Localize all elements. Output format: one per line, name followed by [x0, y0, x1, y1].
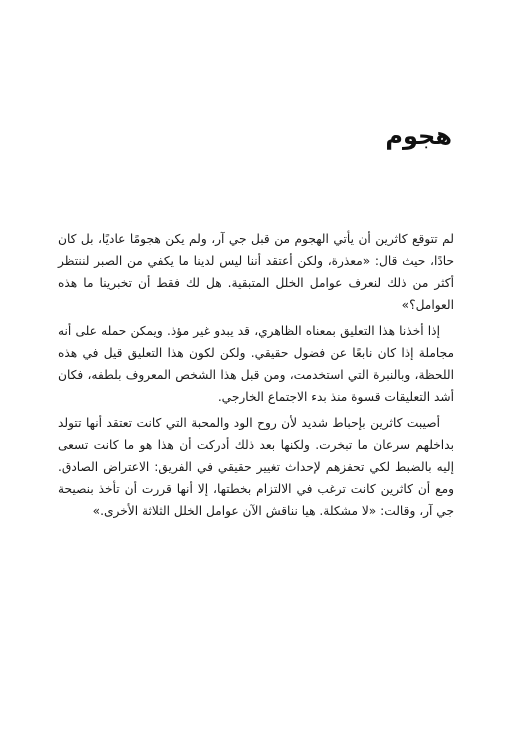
paragraph: إذا أخذنا هذا التعليق بمعناه الظاهري، قد يبدو غير مؤذ. ويمكن حمله على أنه مجاملة إذا كان نابعًا عن فضول حقيقي. ولكن لكون هذا التعليق قيل في هذه اللحظة، وبالنبرة التي استخدمت، ومن قبل هذا الشخص المعروف بلطفه، فكان أشد التعليقات قسوة منذ بدء الاجتماع الخارجي.: [58, 324, 454, 404]
body-text: [58, 228, 454, 526]
chapter-heading: هجوم: [385, 122, 452, 150]
paragraph: أصيبت كاثرين بإحباط شديد لأن روح الود والمحبة التي كانت تعتقد أنها تتولد بداخلهم سرعان ما تبخرت. ولكنها بعد ذلك أدركت أن هذا هو ما كانت تسعى إليه بالضبط لكي تحفزهم لإحداث تغيير حقيقي في الفريق: الاعتراض الصادق. ومع أن كاثرين كانت ترغب في الالتزام بخطتها، إلا أنها قررت أن تأخذ بنصيحة جي آر، وقالت: «لا مشكلة. هيا نناقش الآن عوامل الخلل الثلاثة الأخرى.»: [58, 416, 454, 518]
paragraph: لم تتوقع كاثرين أن يأتي الهجوم من قبل جي آر، ولم يكن هجومًا عاديًا، بل كان حادًا، حيث قال: «معذرة، ولكن أعتقد أننا ليس لدينا ما يكفي من الصبر لننتظر أكثر من ذلك لنعرف عوامل الخلل المتبقية. هل لك فقط أن تخبرينا ما هذه العوامل؟»: [58, 232, 454, 312]
